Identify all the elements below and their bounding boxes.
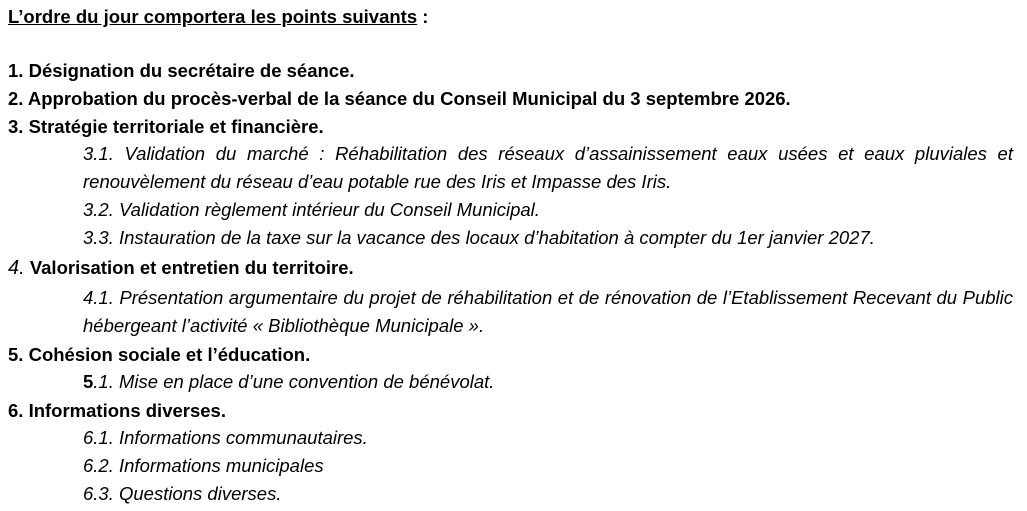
agenda-item-number: 3. [8, 116, 24, 137]
agenda-item-3 [8, 116, 324, 138]
agenda-item-6 [8, 400, 226, 422]
agenda-item-title: Informations diverses. [23, 400, 226, 421]
agenda-item-number: 5. [8, 344, 24, 365]
agenda-item-title: Stratégie territoriale et financière. [23, 116, 324, 137]
agenda-item-number: 4. [8, 257, 25, 279]
agenda-subitem-3-1: 3.1. Validation du marché : Réhabilitation des réseaux d’assainissement eaux usées et eaux pluviales et renouvèlement du réseau d’eau potable rue des Iris et Impasse des Iris. [83, 143, 1013, 192]
agenda-subitem-6-3: 6.3. Questions diverses. [83, 483, 282, 504]
agenda-subitem-4-1: 4.1. Présentation argumentaire du projet de réhabilitation et de rénovation de l’Etablissement Recevant du Public hébergeant l’activité « Bibliothèque Municipale ». [83, 287, 1013, 336]
agenda-item-title: Désignation du secrétaire de séance. [23, 60, 355, 81]
agenda-item-number: 1. [8, 60, 24, 81]
agenda-heading-text: L’ordre du jour comportera les points suivants [8, 6, 418, 27]
agenda-item-number: 6. [8, 400, 24, 421]
agenda-subitem-number: 5 [83, 371, 94, 392]
agenda-heading-colon: : [417, 6, 429, 27]
agenda-item-title: Cohésion sociale et l’éducation. [23, 344, 311, 365]
agenda-item-4 [8, 257, 354, 279]
agenda-item-title: Valorisation et entretien du territoire. [24, 257, 354, 278]
agenda-item-1 [8, 60, 355, 82]
agenda-item-5 [8, 344, 310, 366]
agenda-item-2 [8, 88, 791, 110]
agenda-subitem-text: .1. Mise en place d’une convention de bénévolat. [93, 371, 495, 392]
agenda-subitem-3-3: 3.3. Instauration de la taxe sur la vacance des locaux d’habitation à compter du 1er janvier 2027. [83, 227, 875, 248]
agenda-subitem-6-2: 6.2. Informations municipales [83, 455, 324, 476]
agenda-subitem-6-1: 6.1. Informations communautaires. [83, 427, 368, 448]
agenda-item-number: 2. [8, 88, 24, 109]
agenda-subitem-3-2: 3.2. Validation règlement intérieur du Conseil Municipal. [83, 199, 540, 220]
agenda-item-title: Approbation du procès-verbal de la séance du Conseil Municipal du 3 septembre 2026. [23, 88, 791, 109]
agenda-heading [8, 6, 428, 28]
agenda-subitem-5-1 [83, 368, 1013, 396]
